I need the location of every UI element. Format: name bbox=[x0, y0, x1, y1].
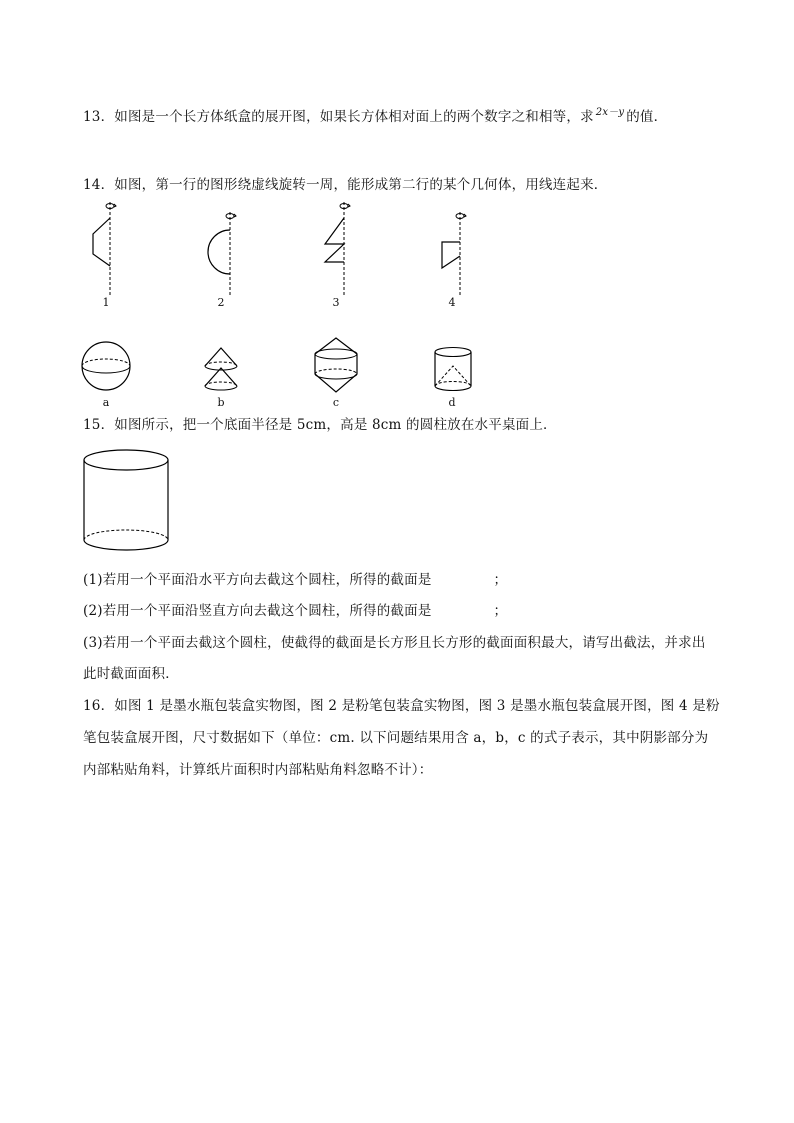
label-4: 4 bbox=[448, 296, 456, 309]
label-a: a bbox=[102, 396, 110, 409]
solids-row bbox=[78, 336, 498, 396]
solid-a-sphere bbox=[82, 342, 130, 390]
solid-c-capped-cylinder bbox=[315, 338, 357, 392]
cylinder-figure bbox=[82, 446, 172, 556]
solid-b-double-cone bbox=[205, 348, 237, 390]
q13-expression: 2x－y bbox=[595, 107, 625, 118]
question-16-line-1: 16．如图 1 是墨水瓶包装盒实物图，图 2 是粉笔包装盒实物图，图 3 是墨水瓶包装盒展开图，图 4 是粉 bbox=[83, 698, 720, 714]
label-d: d bbox=[448, 396, 456, 409]
question-15-part-2 bbox=[83, 602, 507, 620]
question-14: 14．如图，第一行的图形绕虚线旋转一周，能形成第二行的某个几何体，用线连起来． bbox=[83, 177, 608, 193]
question-16-line-2: 笔包装盒展开图，尺寸数据如下（单位：cm. 以下问题结果用含 a，b，c 的式子表示，其中阴影部分为 bbox=[83, 730, 709, 746]
figure-4-right-trapezoid bbox=[442, 212, 466, 296]
question-15-part-3-line-2: 此时截面面积． bbox=[83, 666, 179, 682]
label-c: c bbox=[332, 396, 340, 409]
question-15: 15．如图所示，把一个底面半径是 5cm，高是 8cm 的圆柱放在水平桌面上． bbox=[83, 417, 557, 433]
rotation-figures-row bbox=[80, 196, 500, 316]
label-b: b bbox=[217, 396, 225, 409]
figure-1-trapezoid bbox=[93, 202, 116, 296]
q15-part2-end: ； bbox=[493, 603, 508, 619]
question-16-line-3: 内部粘贴角料，计算纸片面积时内部粘贴角料忽略不计）： bbox=[83, 762, 433, 778]
q15-part1-end: ； bbox=[493, 572, 508, 588]
label-1: 1 bbox=[102, 296, 110, 309]
figure-2-semicircle bbox=[208, 212, 236, 296]
label-3: 3 bbox=[332, 296, 340, 309]
q15-part2-text: (2)若用一个平面沿竖直方向去截这个圆柱，所得的截面是 bbox=[83, 603, 432, 619]
q13-text-after: 的值． bbox=[626, 109, 668, 125]
q13-text-before: 13．如图是一个长方体纸盒的展开图，如果长方体相对面上的两个数字之和相等，求 bbox=[83, 109, 594, 125]
solid-d-cylinder-with-cone bbox=[435, 348, 471, 391]
q15-part1-text: (1)若用一个平面沿水平方向去截这个圆柱，所得的截面是 bbox=[83, 572, 432, 588]
question-15-part-3-line-1: (3)若用一个平面去截这个圆柱，使截得的截面是长方形且长方形的截面面积最大，请写出截法，并求出 bbox=[83, 635, 706, 651]
figure-3-double-triangle bbox=[325, 202, 350, 296]
question-15-part-1 bbox=[83, 571, 507, 589]
label-2: 2 bbox=[217, 296, 225, 309]
question-13 bbox=[83, 108, 667, 128]
